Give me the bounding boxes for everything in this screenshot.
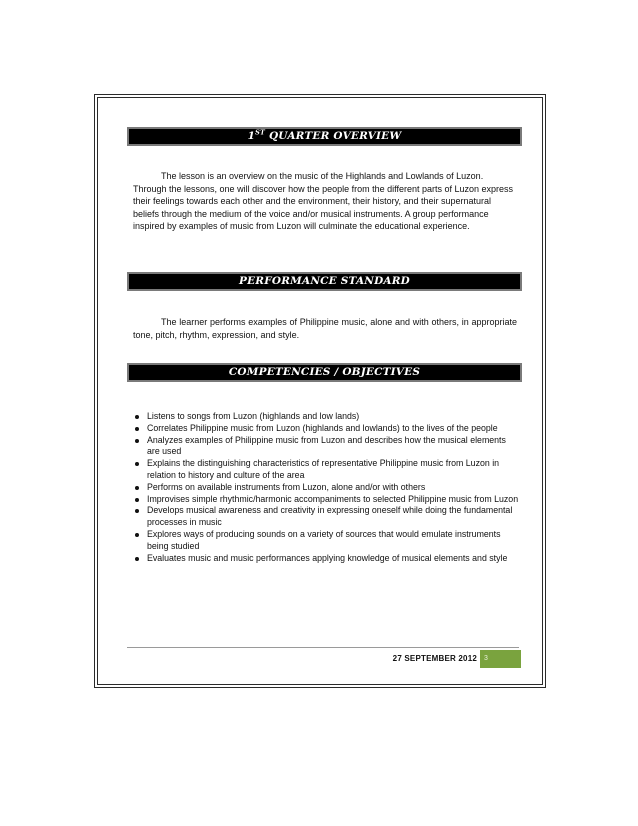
competency-item: Explores ways of producing sounds on a variety of sources that would emulate instruments being studied (134, 529, 520, 553)
performance-standard-heading: PERFORMANCE STANDARD (127, 272, 522, 291)
competency-item: Listens to songs from Luzon (highlands and low lands) (134, 411, 520, 423)
overview-paragraph (133, 170, 517, 233)
footer-divider (127, 647, 519, 648)
competency-item: Correlates Philippine music from Luzon (highlands and lowlands) to the lives of the people (134, 423, 520, 435)
overview-heading (127, 127, 522, 146)
competency-item: Performs on available instruments from Luzon, alone and/or with others (134, 482, 520, 494)
competency-item: Improvises simple rhythmic/harmonic accompaniments to selected Philippine music from Luzon (134, 494, 520, 506)
competency-item: Analyzes examples of Philippine music from Luzon and describes how the musical elements are used (134, 435, 520, 459)
overview-paragraph-text: The lesson is an overview on the music of the Highlands and Lowlands of Luzon. Through the lessons, one will discover how the people from the different parts of Luzon express their feelings towards each other and the environment, their history, and their supernatural beliefs through the medium of the voice and/or musical instruments. A group performance inspired by examples of music from Luzon will culminate the educational experience. (133, 171, 514, 231)
competency-item: Explains the distinguishing characteristics of representative Philippine music from Luzon in relation to history and culture of the area (134, 458, 520, 482)
overview-heading-number: 1 (247, 130, 256, 142)
competency-item: Develops musical awareness and creativity in expressing oneself while doing the fundamental processes in music (134, 505, 520, 529)
overview-heading-superscript: ST (255, 128, 266, 137)
page-number-badge: 3 (480, 650, 521, 668)
footer-date: 27 SEPTEMBER 2012 (392, 654, 477, 663)
competencies-list (134, 411, 520, 564)
performance-standard-paragraph (133, 316, 517, 341)
performance-standard-text: The learner performs examples of Philippine music, alone and with others, in appropriate tone, pitch, rhythm, expression, and style. (133, 317, 517, 340)
competency-item: Evaluates music and music performances applying knowledge of musical elements and style (134, 553, 520, 565)
competencies-heading: COMPETENCIES / OBJECTIVES (127, 363, 522, 382)
overview-heading-text: QUARTER OVERVIEW (265, 130, 402, 142)
